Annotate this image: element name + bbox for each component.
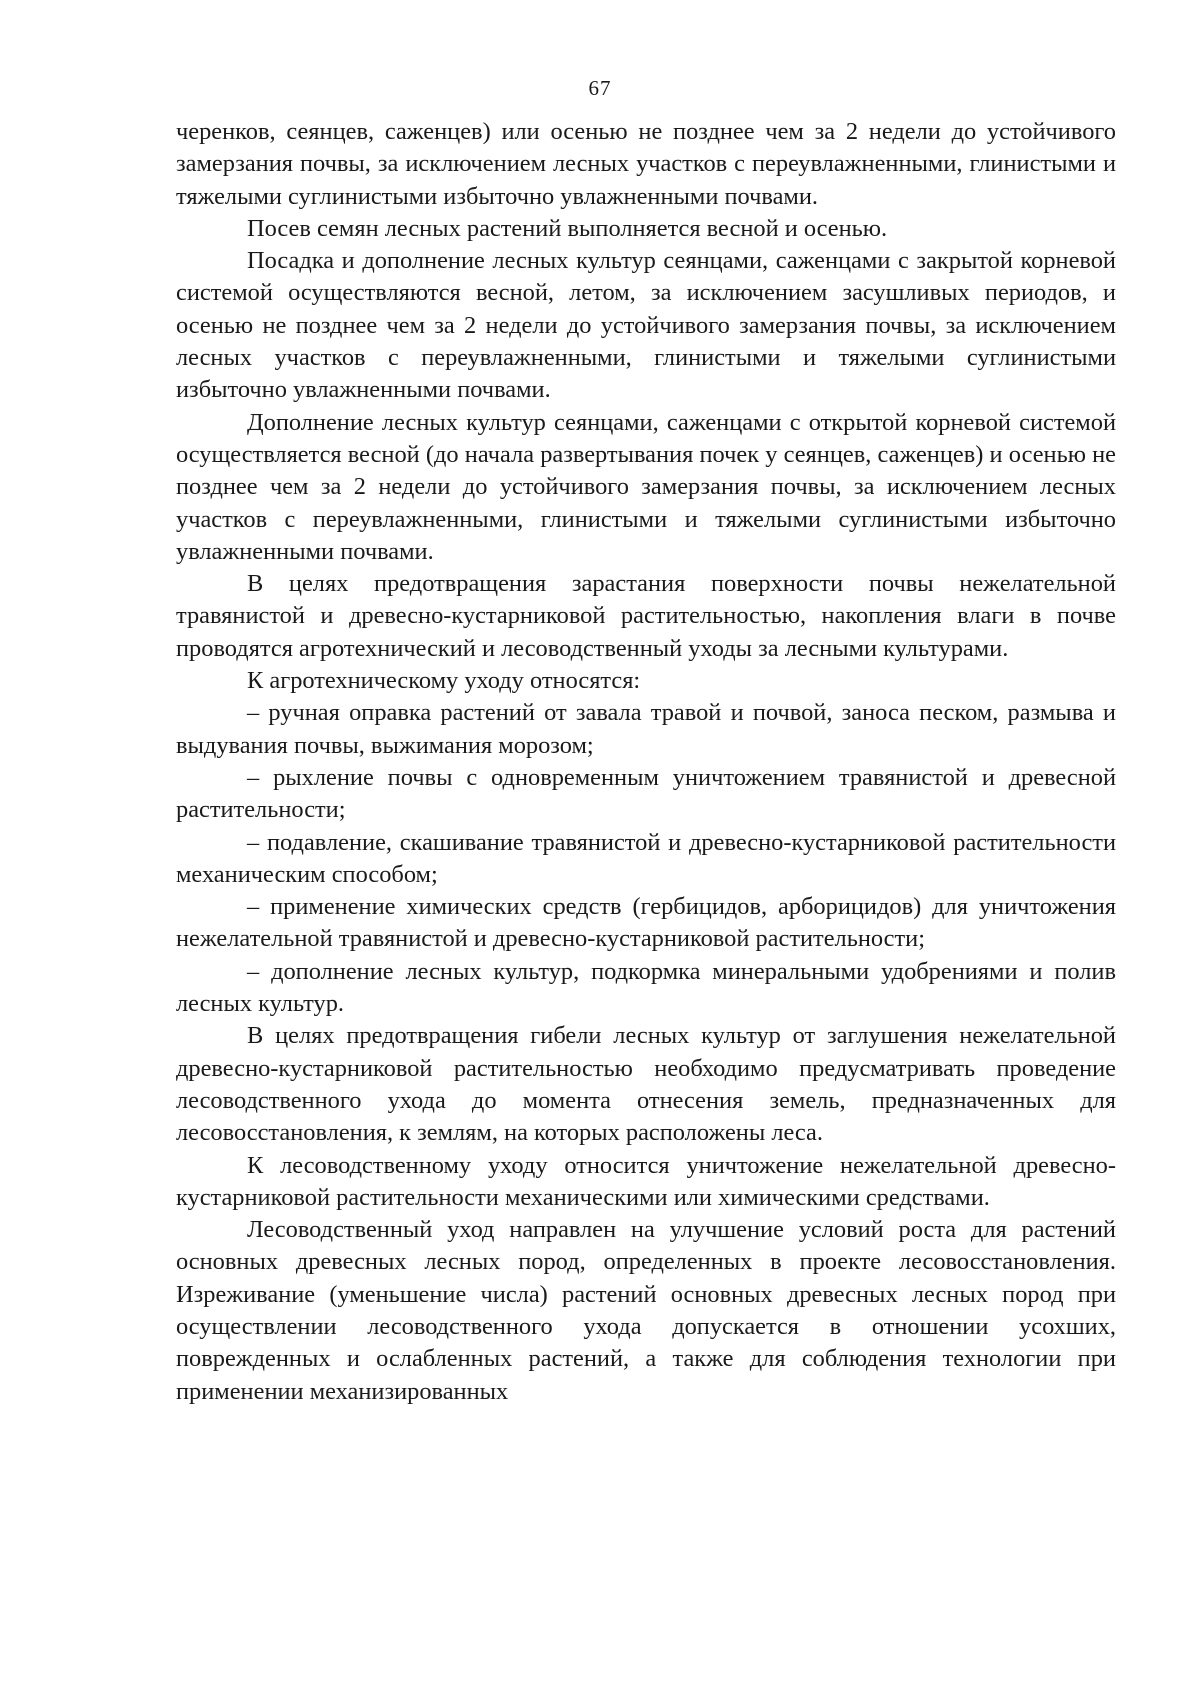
- paragraph-continuation: черенков, сеянцев, саженцев) или осенью не позднее чем за 2 недели до устойчивого замерзания почвы, за исключением лесных участков с переувлажненными, глинистыми и тяжелыми суглинистыми избыточно увлажненными почвами.: [176, 118, 1116, 210]
- paragraph-closed-root-planting: Посадка и дополнение лесных культур сеянцами, саженцами с закрытой корневой системой осуществляются весной, летом, за исключением засушливых периодов, и осенью не позднее чем за 2 недели до устойчивого замерзания почвы, за исключением лесных участков с переувлажненными, глинистыми и тяжелыми суглинистыми избыточно увлажненными почвами.: [176, 247, 1116, 404]
- paragraph-seed-sowing: Посев семян лесных растений выполняется весной и осенью.: [247, 214, 888, 242]
- list-item-chemicals: – применение химических средств (гербицидов, арборицидов) для уничтожения нежелательной травянистой и древесно-кустарниковой растительности;: [176, 893, 1116, 953]
- list-item-loosening: – рыхление почвы с одновременным уничтожением травянистой и древесной растительности;: [176, 763, 1116, 824]
- document-body: [176, 116, 1116, 1408]
- paragraph-agrotech-intro: К агротехническому уходу относятся:: [247, 667, 641, 695]
- page-number: 67: [588, 76, 612, 100]
- paragraph-silvicultural-care: К лесоводственному уходу относится уничтожение нежелательной древесно-кустарниковой растительности механическими или химическими средствами.: [176, 1151, 1116, 1211]
- list-item-fertilizing: – дополнение лесных культур, подкормка минеральными удобрениями и полив лесных культур.: [176, 957, 1116, 1018]
- list-item-manual-straightening: – ручная оправка растений от завала травой и почвой, заноса песком, размыва и выдувания почвы, выжимания морозом;: [176, 699, 1116, 759]
- paragraph-care-purpose: В целях предотвращения зарастания поверхности почвы нежелательной травянистой и древесно-кустарниковой растительностью, накопления влаги в почве проводятся агротехнический и лесоводственный уходы за лесными культурами.: [176, 570, 1116, 662]
- list-item-mowing: – подавление, скашивание травянистой и древесно-кустарниковой растительности механическим способом;: [176, 828, 1116, 888]
- paragraph-open-root-planting: Дополнение лесных культур сеянцами, саженцами с открытой корневой системой осуществляется весной (до начала развертывания почек у сеянцев, саженцев) и осенью не позднее чем за 2 недели до устойчивого замерзания почвы, за исключением лесных участков с переувлажненными, глинистыми и тяжелыми суглинистыми избыточно увлажненными почвами.: [176, 408, 1116, 565]
- paragraph-suppression-prevention: В целях предотвращения гибели лесных культур от заглушения нежелательной древесно-кустарниковой растительностью необходимо предусматривать проведение лесоводственного ухода до момента отнесения земель, предназначенных для лесовосстановления, к землям, на которых расположены леса.: [176, 1022, 1116, 1147]
- paragraph-silvicultural-purpose: Лесоводственный уход направлен на улучшение условий роста для растений основных древесных лесных пород, определенных в проекте лесовосстановления. Изреживание (уменьшение числа) растений основных древесных лесных пород при осуществлении лесоводственного ухода допускается в отношении усохших, поврежденных и ослабленных растений, а также для соблюдения технологии при применении механизированных: [176, 1216, 1116, 1405]
